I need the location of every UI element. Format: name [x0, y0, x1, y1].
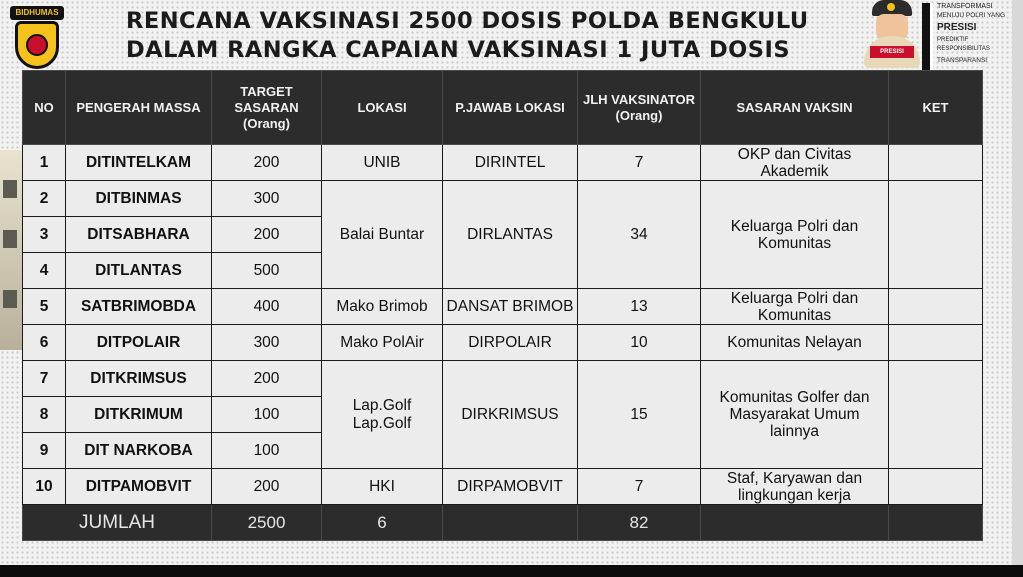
row-no: 1 — [23, 145, 66, 181]
group-pjawab: DIRINTEL — [443, 145, 578, 181]
total-lokasi: 6 — [322, 505, 443, 541]
group-pjawab: DIRPAMOBVIT — [443, 469, 578, 505]
group-lokasi: UNIB — [322, 145, 443, 181]
row-no: 2 — [23, 181, 66, 217]
group-vaksinator: 34 — [578, 181, 701, 289]
total-pjawab — [443, 505, 578, 541]
row-target: 200 — [212, 469, 322, 505]
group-ket — [889, 181, 983, 289]
group-ket — [889, 361, 983, 469]
row-unit: DITPAMOBVIT — [66, 469, 212, 505]
page-title — [126, 7, 886, 65]
group-sasaran-line-1: Komunitas Golfer dan — [719, 389, 870, 406]
panel-line-5: RESPONSIBILITAS — [937, 46, 990, 52]
group-sasaran: Keluarga Polri dan Komunitas — [701, 181, 889, 289]
row-target: 300 — [212, 181, 322, 217]
group-ket — [889, 145, 983, 181]
group-pjawab: DIRPOLAIR — [443, 325, 578, 361]
group-vaksinator: 7 — [578, 469, 701, 505]
title-line-2: DALAM RANGKA CAPAIAN VAKSINASI 1 JUTA DOSIS — [126, 37, 791, 63]
group-sasaran: Keluarga Polri dan Komunitas — [701, 289, 889, 325]
row-no: 8 — [23, 397, 66, 433]
group-vaksinator: 7 — [578, 145, 701, 181]
row-no: 4 — [23, 253, 66, 289]
polda-logo — [10, 6, 64, 70]
vaccination-plan-table — [22, 70, 983, 541]
group-sasaran-line-2: lingkungan kerja — [738, 486, 851, 504]
group-sasaran — [701, 361, 889, 469]
bottom-edge-bar — [0, 565, 1023, 577]
table-row — [23, 469, 983, 505]
total-vaksinator: 82 — [578, 505, 701, 541]
row-unit: SATBRIMOBDA — [66, 289, 212, 325]
panel-stripe — [922, 3, 933, 71]
header-ket: KET — [889, 71, 983, 145]
table-row — [23, 361, 983, 397]
row-no: 5 — [23, 289, 66, 325]
group-lokasi — [322, 361, 443, 469]
panel-line-4: PREDIKTIF — [937, 37, 969, 43]
presisi-panel — [922, 3, 1012, 73]
row-unit: DITPOLAIR — [66, 325, 212, 361]
total-target: 2500 — [212, 505, 322, 541]
row-target: 300 — [212, 325, 322, 361]
header-target-sasaran: TARGET SASARAN (Orang) — [212, 71, 322, 145]
group-pjawab: DIRLANTAS — [443, 181, 578, 289]
logo-banner: BIDHUMAS — [10, 6, 64, 20]
panel-line-6: TRANSPARANSI — [937, 57, 988, 64]
right-edge-bar — [1012, 0, 1023, 577]
row-target: 500 — [212, 253, 322, 289]
row-unit: DITLANTAS — [66, 253, 212, 289]
group-sasaran-line-2: Masyarakat Umum lainnya — [729, 406, 860, 440]
group-ket — [889, 289, 983, 325]
header-no: NO — [23, 71, 66, 145]
group-ket — [889, 469, 983, 505]
group-pjawab: DANSAT BRIMOB — [443, 289, 578, 325]
police-mascot-image — [862, 0, 922, 70]
row-unit: DITKRIMSUS — [66, 361, 212, 397]
row-target: 200 — [212, 145, 322, 181]
row-unit: DITBINMAS — [66, 181, 212, 217]
row-no: 7 — [23, 361, 66, 397]
group-lokasi: Balai Buntar — [322, 181, 443, 289]
row-target: 100 — [212, 433, 322, 469]
header-sasaran-vaksin: SASARAN VAKSIN — [701, 71, 889, 145]
group-vaksinator: 13 — [578, 289, 701, 325]
group-sasaran: Komunitas Nelayan — [701, 325, 889, 361]
panel-line-1: TRANSFORMASI — [937, 3, 993, 10]
header-pengerah-massa: PENGERAH MASSA — [66, 71, 212, 145]
row-target: 100 — [212, 397, 322, 433]
total-sasaran — [701, 505, 889, 541]
row-unit: DITSABHARA — [66, 217, 212, 253]
row-no: 3 — [23, 217, 66, 253]
table-row — [23, 325, 983, 361]
group-ket — [889, 325, 983, 361]
total-ket — [889, 505, 983, 541]
total-row — [23, 505, 983, 541]
row-no: 10 — [23, 469, 66, 505]
background-building-image — [0, 150, 22, 350]
group-lokasi: Mako Brimob — [322, 289, 443, 325]
row-no: 6 — [23, 325, 66, 361]
group-lokasi: Mako PolAir — [322, 325, 443, 361]
row-target: 400 — [212, 289, 322, 325]
group-lokasi-line-2: Lap.Golf — [352, 414, 412, 432]
header-jlh-vaksinator: JLH VAKSINATOR (Orang) — [578, 71, 701, 145]
row-no: 9 — [23, 433, 66, 469]
group-sasaran: OKP dan Civitas Akademik — [701, 145, 889, 181]
panel-line-2: MENUJU POLRI YANG — [937, 12, 1006, 19]
header-pjawab-lokasi: P.JAWAB LOKASI — [443, 71, 578, 145]
group-pjawab: DIRKRIMSUS — [443, 361, 578, 469]
title-line-1: RENCANA VAKSINASI 2500 DOSIS POLDA BENGKULU — [126, 8, 809, 34]
group-vaksinator: 15 — [578, 361, 701, 469]
group-sasaran-line-1: Staf, Karyawan dan — [726, 469, 863, 487]
group-sasaran — [701, 469, 889, 505]
row-unit: DIT NARKOBA — [66, 433, 212, 469]
table-row — [23, 181, 983, 217]
panel-line-3: PRESISI — [937, 22, 977, 33]
row-unit: DITKRIMUM — [66, 397, 212, 433]
group-lokasi: HKI — [322, 469, 443, 505]
row-target: 200 — [212, 361, 322, 397]
total-label: JUMLAH — [23, 505, 212, 541]
shield-icon — [15, 21, 59, 69]
table-header-row — [23, 71, 983, 145]
row-unit: DITINTELKAM — [66, 145, 212, 181]
header-lokasi: LOKASI — [322, 71, 443, 145]
table-row — [23, 289, 983, 325]
mascot-plate: PRESISI — [870, 46, 914, 58]
group-vaksinator: 10 — [578, 325, 701, 361]
group-lokasi-line-1: Lap.Golf — [352, 396, 412, 414]
row-target: 200 — [212, 217, 322, 253]
table-row — [23, 145, 983, 181]
